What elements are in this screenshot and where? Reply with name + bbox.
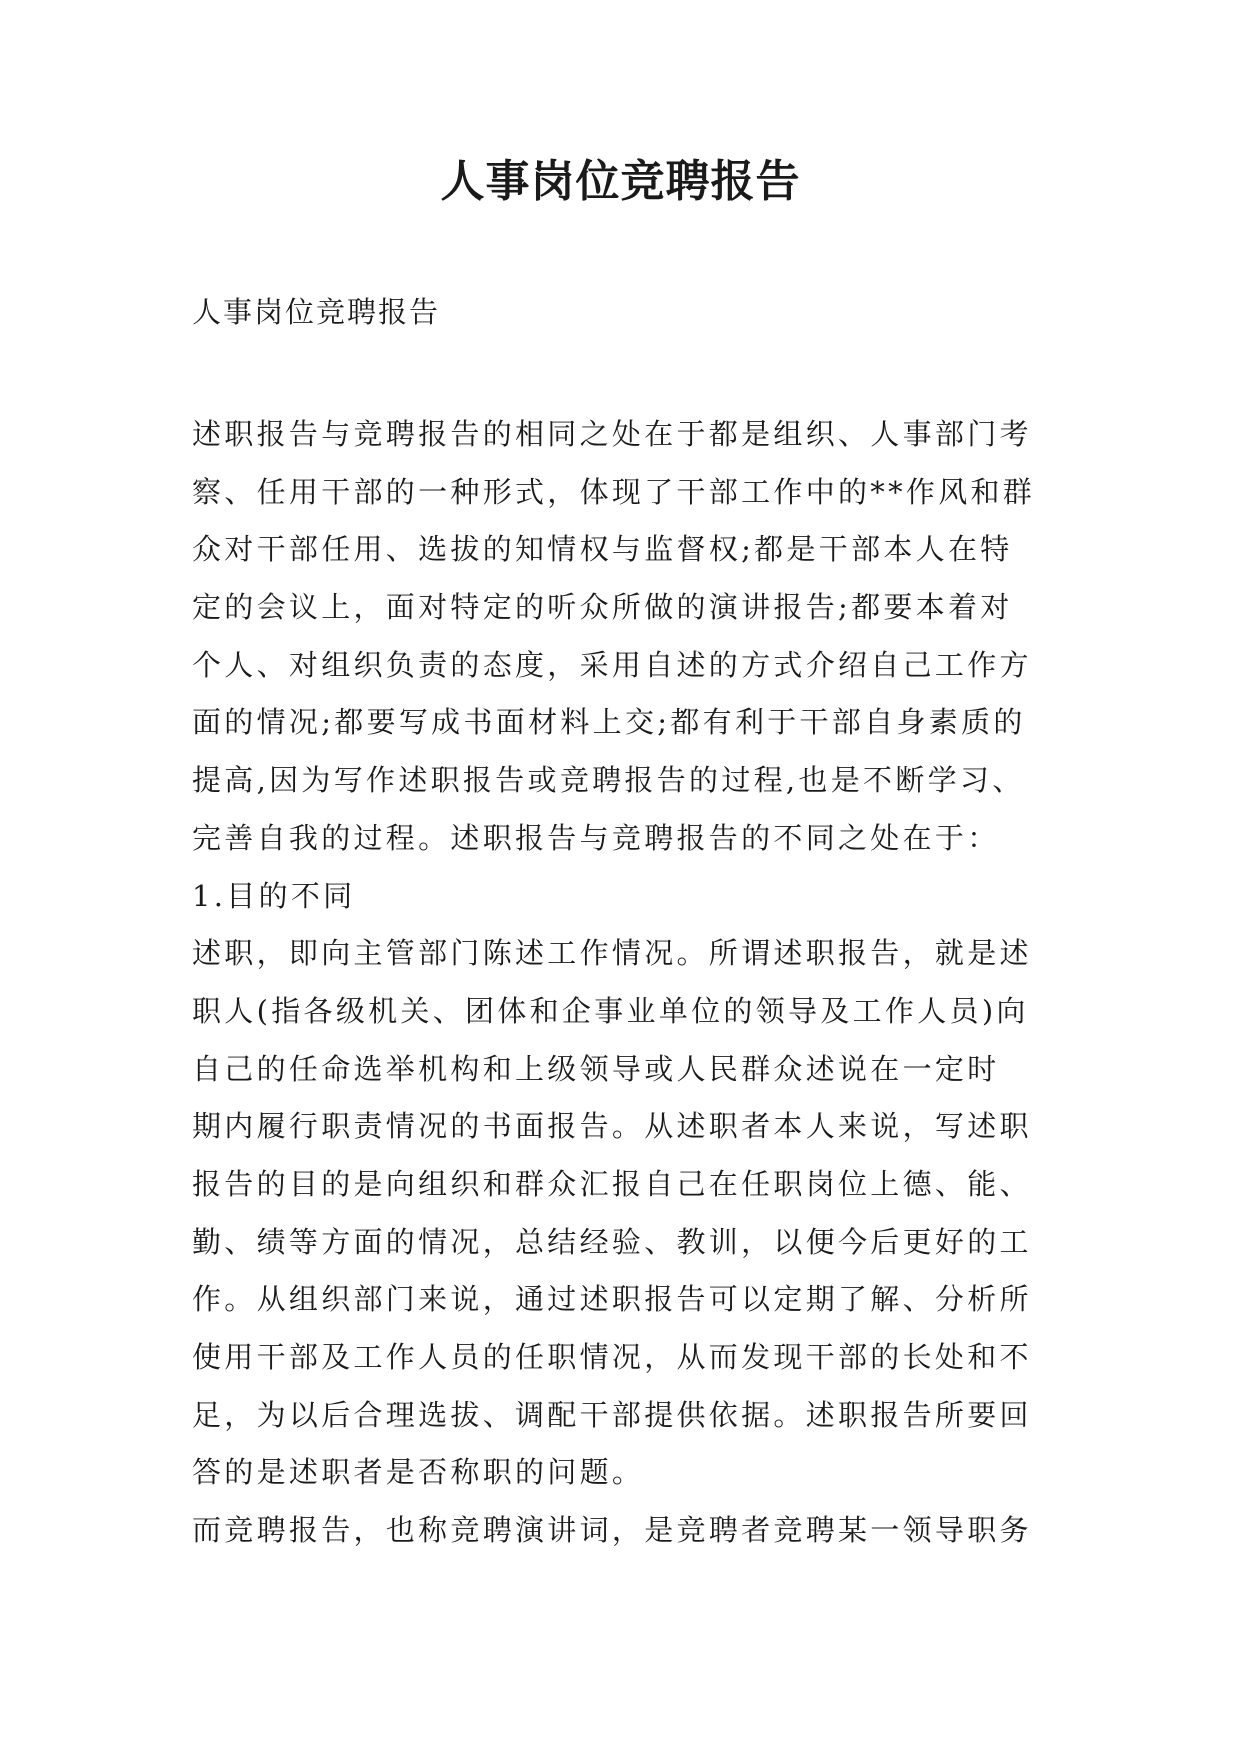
body-line: 而竞聘报告，也称竞聘演讲词，是竞聘者竞聘某一领导职务 — [192, 1513, 1032, 1548]
body-line: 众对干部任用、选拔的知情权与监督权;都是干部本人在特 — [192, 532, 1013, 567]
body-line: 答的是述职者是否称职的问题。 — [192, 1455, 645, 1490]
body-line: 定的会议上，面对特定的听众所做的演讲报告;都要本着对 — [192, 590, 1013, 625]
document-body — [192, 406, 1072, 1560]
body-line: 报告的目的是向组织和群众汇报自己在任职岗位上德、能、 — [192, 1166, 1032, 1201]
body-line: 察、任用干部的一种形式，体现了干部工作中的**作风和群 — [192, 474, 1036, 509]
document-subtitle: 人事岗位竞聘报告 — [192, 295, 441, 329]
body-line: 完善自我的过程。述职报告与竞聘报告的不同之处在于： — [192, 820, 1000, 855]
body-line: 自己的任命选举机构和上级领导或人民群众述说在一定时 — [192, 1051, 1000, 1086]
section-heading: 1.目的不同 — [192, 878, 356, 913]
body-line: 面的情况;都要写成书面材料上交;都有利于干部自身素质的 — [192, 705, 1026, 740]
body-line: 作。从组织部门来说，通过述职报告可以定期了解、分析所 — [192, 1282, 1032, 1317]
body-line: 个人、对组织负责的态度，采用自述的方式介绍自己工作方 — [192, 647, 1032, 682]
body-line: 使用干部及工作人员的任职情况，从而发现干部的长处和不 — [192, 1340, 1032, 1374]
body-line: 职人(指各级机关、团体和企事业单位的领导及工作人员)向 — [192, 993, 1029, 1028]
body-line: 提高,因为写作述职报告或竞聘报告的过程,也是不断学习、 — [192, 763, 1025, 798]
body-line: 述职，即向主管部门陈述工作情况。所谓述职报告，就是述 — [192, 936, 1032, 971]
body-line: 勤、绩等方面的情况，总结经验、教训，以便今后更好的工 — [192, 1224, 1032, 1259]
body-line: 述职报告与竞聘报告的相同之处在于都是组织、人事部门考 — [192, 417, 1032, 451]
body-line: 足，为以后合理选拔、调配干部提供依据。述职报告所要回 — [192, 1397, 1032, 1432]
body-line: 期内履行职责情况的书面报告。从述职者本人来说，写述职 — [192, 1109, 1032, 1144]
document-title: 人事岗位竞聘报告 — [440, 156, 801, 207]
